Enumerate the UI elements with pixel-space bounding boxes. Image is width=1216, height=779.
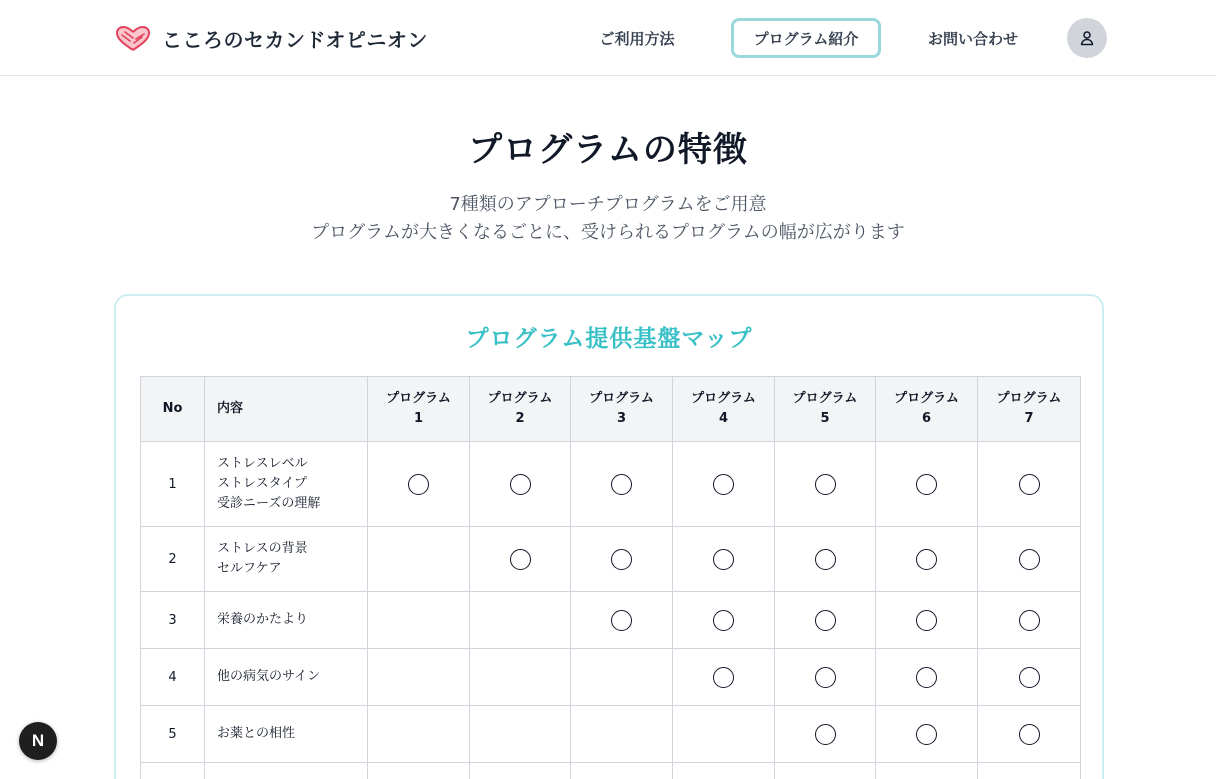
nav-contact[interactable]: お問い合わせ <box>927 29 1018 48</box>
row-number: 4 <box>141 649 205 706</box>
available-circle-icon <box>916 474 937 495</box>
program-4-cell <box>673 763 775 779</box>
row-content <box>205 763 368 779</box>
header-no: No <box>141 377 205 442</box>
available-circle-icon <box>611 474 632 495</box>
program-5-cell <box>775 592 876 649</box>
program-3-cell <box>571 763 673 779</box>
program-5-cell <box>775 527 876 592</box>
row-content <box>205 442 368 527</box>
header-program-label: プログラム <box>386 391 451 406</box>
header-program-label: プログラム <box>589 391 654 406</box>
available-circle-icon <box>611 549 632 570</box>
row-content-line: 受診ニーズの理解 <box>217 496 321 511</box>
program-7-cell <box>978 763 1081 779</box>
program-7-cell <box>978 592 1081 649</box>
program-3-cell <box>571 527 673 592</box>
program-map-card <box>114 294 1104 779</box>
available-circle-icon <box>510 474 531 495</box>
program-5-cell <box>775 442 876 527</box>
program-3-cell <box>571 592 673 649</box>
header-program-label: プログラム <box>996 391 1062 406</box>
available-circle-icon <box>713 549 734 570</box>
main-nav <box>578 18 1038 58</box>
program-5-cell <box>775 706 876 763</box>
available-circle-icon <box>713 610 734 631</box>
program-2-cell <box>470 592 571 649</box>
table-row <box>141 763 1081 779</box>
table-row <box>141 442 1081 527</box>
program-1-cell <box>368 527 470 592</box>
available-circle-icon <box>713 667 734 688</box>
program-4-cell <box>673 706 775 763</box>
program-3-cell <box>571 706 673 763</box>
program-2-cell <box>470 649 571 706</box>
card-title: プログラム提供基盤マップ <box>465 326 753 352</box>
available-circle-icon <box>916 724 937 745</box>
program-1-cell <box>368 649 470 706</box>
program-3-cell <box>571 649 673 706</box>
user-avatar-button[interactable] <box>1067 18 1107 58</box>
available-circle-icon <box>1019 549 1040 570</box>
available-circle-icon <box>815 549 836 570</box>
page-subtitle-line-2: プログラムが大きくなるごとに、受けられるプログラムの幅が広がります <box>311 222 905 243</box>
header-program-4 <box>673 377 775 442</box>
dev-indicator-button[interactable] <box>19 722 57 760</box>
row-number: 1 <box>141 442 205 527</box>
table-row <box>141 592 1081 649</box>
program-1-cell <box>368 763 470 779</box>
site-header <box>0 0 1216 76</box>
program-7-cell <box>978 706 1081 763</box>
available-circle-icon <box>916 667 937 688</box>
row-content-line: 他の病気のサイン <box>217 669 321 684</box>
program-1-cell <box>368 592 470 649</box>
available-circle-icon <box>713 474 734 495</box>
program-map-table <box>140 376 1081 779</box>
program-6-cell <box>876 592 978 649</box>
program-6-cell <box>876 763 978 779</box>
header-content: 内容 <box>205 377 368 442</box>
available-circle-icon <box>815 474 836 495</box>
program-1-cell <box>368 442 470 527</box>
header-program-label: 5 <box>820 411 830 426</box>
row-number: 5 <box>141 706 205 763</box>
available-circle-icon <box>510 549 531 570</box>
table-row <box>141 706 1081 763</box>
row-content-line: 栄養のかたより <box>217 612 309 627</box>
page-subtitle-line-1: 7種類のアプローチプログラムをご用意 <box>449 194 767 215</box>
nav-usage[interactable]: ご利用方法 <box>599 29 675 48</box>
available-circle-icon <box>408 474 429 495</box>
program-5-cell <box>775 763 876 779</box>
available-circle-icon <box>1019 474 1040 495</box>
header-program-label: 4 <box>718 411 729 426</box>
available-circle-icon <box>815 724 836 745</box>
header-program-6 <box>876 377 978 442</box>
row-content <box>205 649 368 706</box>
site-name: こころのセカンドオピニオン <box>162 28 428 52</box>
program-1-cell <box>368 706 470 763</box>
available-circle-icon <box>1019 667 1040 688</box>
header-program-label: プログラム <box>894 391 959 406</box>
page-title: プログラムの特徴 <box>468 130 748 170</box>
program-2-cell <box>470 706 571 763</box>
program-6-cell <box>876 442 978 527</box>
available-circle-icon <box>1019 724 1040 745</box>
header-program-5 <box>775 377 876 442</box>
program-4-cell <box>673 442 775 527</box>
available-circle-icon <box>1019 610 1040 631</box>
program-7-cell <box>978 527 1081 592</box>
table-header-row <box>141 377 1081 442</box>
program-6-cell <box>876 527 978 592</box>
available-circle-icon <box>611 610 632 631</box>
heart-hands-icon <box>114 25 152 53</box>
header-program-label: 7 <box>1024 411 1034 426</box>
row-content <box>205 706 368 763</box>
program-2-cell <box>470 763 571 779</box>
program-2-cell <box>470 442 571 527</box>
table-row <box>141 649 1081 706</box>
program-4-cell <box>673 592 775 649</box>
available-circle-icon <box>815 667 836 688</box>
nav-program-intro[interactable]: プログラム紹介 <box>731 18 881 58</box>
row-content-line: お薬との相性 <box>217 726 296 741</box>
program-7-cell <box>978 649 1081 706</box>
program-5-cell <box>775 649 876 706</box>
table-row <box>141 527 1081 592</box>
header-program-label: プログラム <box>792 391 858 406</box>
program-6-cell <box>876 706 978 763</box>
row-content-line: ストレスレベル <box>217 456 308 471</box>
program-4-cell <box>673 649 775 706</box>
header-program-label: 2 <box>515 411 525 426</box>
program-6-cell <box>876 649 978 706</box>
row-content <box>205 527 368 592</box>
dev-indicator-label: N <box>31 731 45 750</box>
header-program-label: プログラム <box>487 391 553 406</box>
row-content <box>205 592 368 649</box>
available-circle-icon <box>815 610 836 631</box>
header-program-label: プログラム <box>691 391 756 406</box>
row-content-line: ストレスタイプ <box>217 476 307 491</box>
header-program-label: 6 <box>921 411 932 426</box>
user-icon <box>1079 30 1095 46</box>
row-number: 2 <box>141 527 205 592</box>
program-2-cell <box>470 527 571 592</box>
header-program-1 <box>368 377 470 442</box>
header-program-label: 1 <box>413 411 424 426</box>
program-4-cell <box>673 527 775 592</box>
available-circle-icon <box>916 549 937 570</box>
header-program-7 <box>978 377 1081 442</box>
header-program-2 <box>470 377 571 442</box>
row-content-line: ストレスの背景 <box>217 541 308 556</box>
row-number <box>141 763 205 779</box>
row-content-line: セルフケア <box>217 561 282 576</box>
site-logo[interactable] <box>114 24 428 53</box>
program-7-cell <box>978 442 1081 527</box>
program-3-cell <box>571 442 673 527</box>
available-circle-icon <box>916 610 937 631</box>
header-program-3 <box>571 377 673 442</box>
row-number: 3 <box>141 592 205 649</box>
header-program-label: 3 <box>616 411 627 426</box>
